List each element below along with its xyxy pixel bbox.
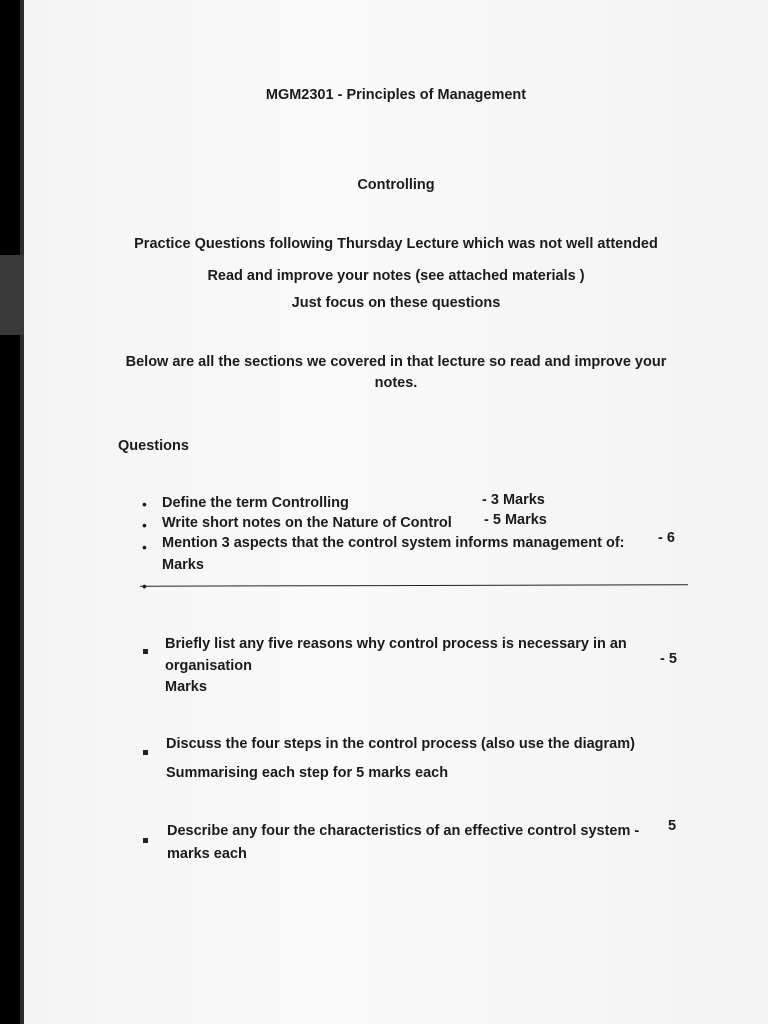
bullet-dot-icon: •	[142, 496, 147, 512]
question-text: Discuss the four steps in the control process (also use the diagram)	[166, 736, 635, 752]
question-marks: 5	[668, 818, 677, 834]
question-text: Write short notes on the Nature of Control	[162, 515, 452, 531]
sections-note-line-2: notes.	[374, 375, 418, 391]
question-marks-continued: Marks	[162, 557, 204, 573]
scan-edge	[0, 0, 24, 1024]
bullet-square-icon	[143, 829, 148, 847]
question-marks: - 6	[658, 530, 675, 546]
question-text: Mention 3 aspects that the control system informs management of:	[162, 535, 625, 551]
bullet-dot-icon: •	[142, 517, 147, 533]
question-marks-continued: Marks	[165, 679, 207, 695]
bullet-square-icon	[143, 741, 148, 759]
course-title: MGM2301 - Principles of Management	[265, 87, 527, 103]
question-text: Describe any four the characteristics of an effective control system -	[167, 823, 640, 839]
intro-line-2: Read and improve your notes (see attached materials )	[207, 268, 585, 284]
question-text: Briefly list any five reasons why control process is necessary in an	[165, 636, 627, 652]
question-marks: - 5 Marks	[484, 512, 547, 528]
intro-line-1: Practice Questions following Thursday Lecture which was not well attended	[134, 236, 658, 252]
topic-title: Controlling	[357, 177, 435, 193]
question-text-continued: Summarising each step for 5 marks each	[166, 765, 449, 781]
intro-line-3: Just focus on these questions	[291, 295, 501, 311]
question-text-continued: marks each	[167, 846, 247, 862]
bullet-dot-icon: •	[142, 539, 147, 555]
question-marks: - 3 Marks	[482, 492, 545, 508]
document-page	[24, 0, 768, 1024]
question-text: Define the term Controlling	[162, 495, 349, 511]
bullet-square-icon	[143, 640, 148, 658]
questions-heading: Questions	[118, 438, 189, 454]
sections-note-line-1: Below are all the sections we covered in that lecture so read and improve your	[125, 354, 667, 370]
question-marks: - 5	[660, 651, 677, 667]
scan-edge-tab	[0, 255, 24, 335]
question-text-continued: organisation	[165, 658, 253, 674]
horizontal-divider	[140, 584, 688, 586]
bullet-dot-icon: •	[142, 578, 147, 594]
